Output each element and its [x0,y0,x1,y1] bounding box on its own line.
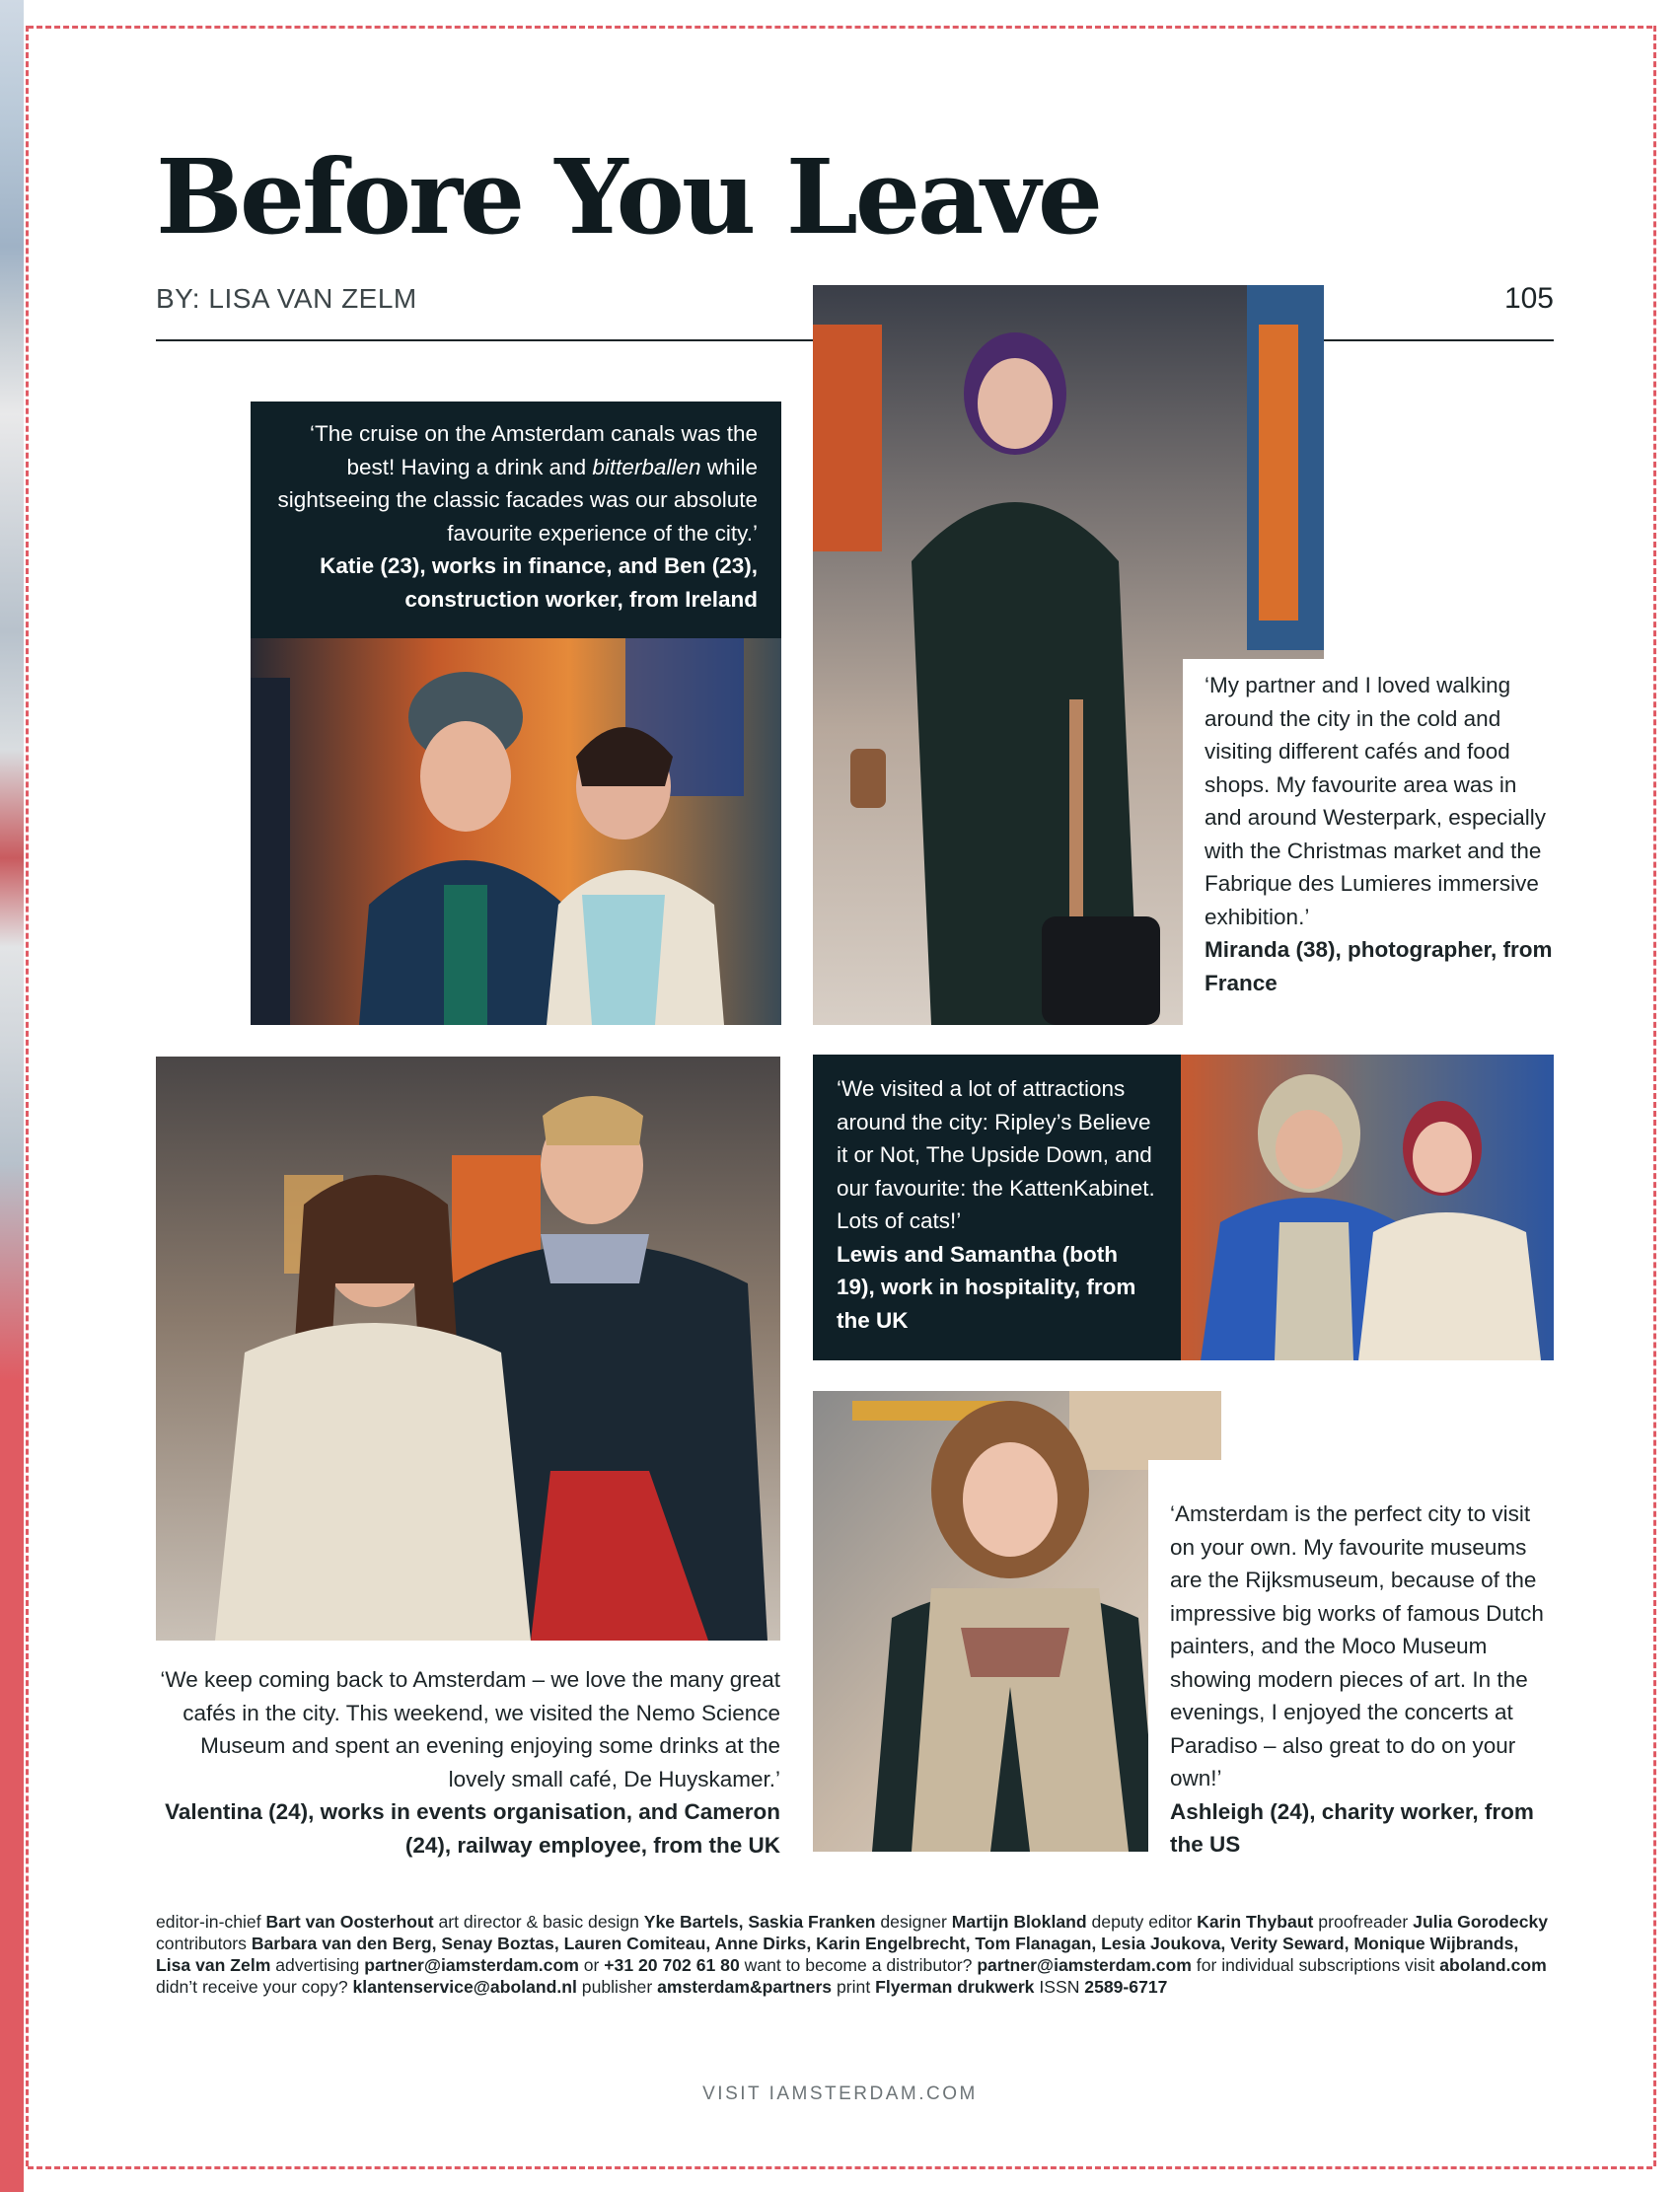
photo-valentina-cameron [156,1057,780,1641]
page-title: Before You Leave [156,136,1101,257]
cut-mark-bottom [28,2166,1652,2169]
quote-katie-ben: ‘The cruise on the Amsterdam canals was the best! Having a drink and bitterballen while sightseeing the classic facades was our absolute favourite experience of the city.’ [277,421,758,546]
adjacent-page-bleed [0,0,24,2192]
quote-ashleigh: ‘Amsterdam is the perfect city to visit on your own. My favourite museums are the Rijksmuseum, because of the impressive big works of famous Dutch painters, and the Moco Museum showing modern pieces of art. In the evenings, I enjoyed the concerts at Paradiso – also great to do on your own!’ [1170,1501,1544,1790]
credit-value: 2589-6717 [1084,1977,1168,1997]
credit-value: Barbara van den Berg, Senay Boztas, Lauren Comiteau, Anne Dirks, Karin Engelbrecht, Tom Flanagan, Lesia Joukova, Verity Seward, Monique Wijbrands, Lisa van Zelm [156,1934,1519,1975]
attribution-valentina-cameron: Valentina (24), works in events organisation, and Cameron (24), railway employee, from the UK [165,1799,780,1858]
quote-valentina-cameron: ‘We keep coming back to Amsterdam – we love the many great cafés in the city. This weekend, we visited the Nemo Science Museum and spent an evening enjoying some drinks at the lovely small café, De Huyskamer.’ [160,1667,780,1791]
credit-label: want to become a distributor? [739,1955,978,1975]
photo-lewis-samantha [1181,1055,1554,1360]
credit-value: Julia Gorodecky [1413,1912,1549,1932]
quote-block-valentina-cameron [156,1663,780,1862]
credit-label: editor-in-chief [156,1912,266,1932]
attribution-ashleigh: Ashleigh (24), charity worker, from the US [1170,1798,1534,1857]
credit-value: Yke Bartels, Saskia Franken [643,1912,876,1932]
quote-miranda: ‘My partner and I loved walking around the city in the cold and visiting different cafés and food shops. My favourite area was in and around Westerpark, especially with the Christmas market and the Fabrique des Lumieres immersive exhibition.’ [1205,673,1547,929]
footer-url: VISIT IAMSTERDAM.COM [702,2083,978,2104]
credit-value: +31 20 702 61 80 [604,1955,740,1975]
attribution-lewis-samantha: Lewis and Samantha (both 19), work in hospitality, from the UK [837,1241,1136,1333]
attribution-katie-ben: Katie (23), works in finance, and Ben (23), construction worker, from Ireland [320,553,758,612]
credit-label: print [832,1977,876,1997]
credit-value: klantenservice@aboland.nl [352,1977,577,1997]
credit-label: deputy editor [1086,1912,1198,1932]
credit-label: advertising [270,1955,365,1975]
quote-block-ashleigh [1148,1460,1555,1855]
credit-label: designer [875,1912,952,1932]
credit-label: proofreader [1313,1912,1414,1932]
credit-label: art director & basic design [433,1912,644,1932]
byline: BY: LISA VAN ZELM [156,283,417,314]
cut-mark-right [1653,26,1656,2166]
credit-value: Martijn Blokland [951,1912,1087,1932]
credit-value: Karin Thybaut [1197,1912,1314,1932]
page-number: 105 [1503,282,1554,315]
credit-value: partner@iamsterdam.com [364,1955,579,1975]
attribution-miranda: Miranda (38), photographer, from France [1205,937,1553,995]
credit-label: for individual subscriptions visit [1191,1955,1440,1975]
credit-label: publisher [576,1977,658,1997]
credit-label: didn’t receive your copy? [156,1977,353,1997]
credit-value: partner@iamsterdam.com [977,1955,1192,1975]
quote-block-miranda [1183,659,1554,1029]
credit-label: or [578,1955,605,1975]
credit-label: ISSN [1034,1977,1085,1997]
credit-value: Bart van Oosterhout [265,1912,434,1932]
photo-katie-ben [251,638,781,1025]
credit-label: contributors [156,1934,252,1953]
caption-box-katie-ben [251,402,781,638]
credit-value: amsterdam&partners [657,1977,833,1997]
quote-lewis-samantha: ‘We visited a lot of attractions around the city: Ripley’s Believe it or Not, The Upside Down, and our favourite: the KattenKabinet. Lots of cats!’ [837,1076,1155,1233]
cut-mark-left [26,26,29,2166]
cut-mark-top [28,26,1652,29]
masthead-credits [156,1911,1555,1998]
credit-value: aboland.com [1439,1955,1547,1975]
credit-value: Flyerman drukwerk [875,1977,1035,1997]
caption-box-lewis-samantha [813,1055,1181,1360]
